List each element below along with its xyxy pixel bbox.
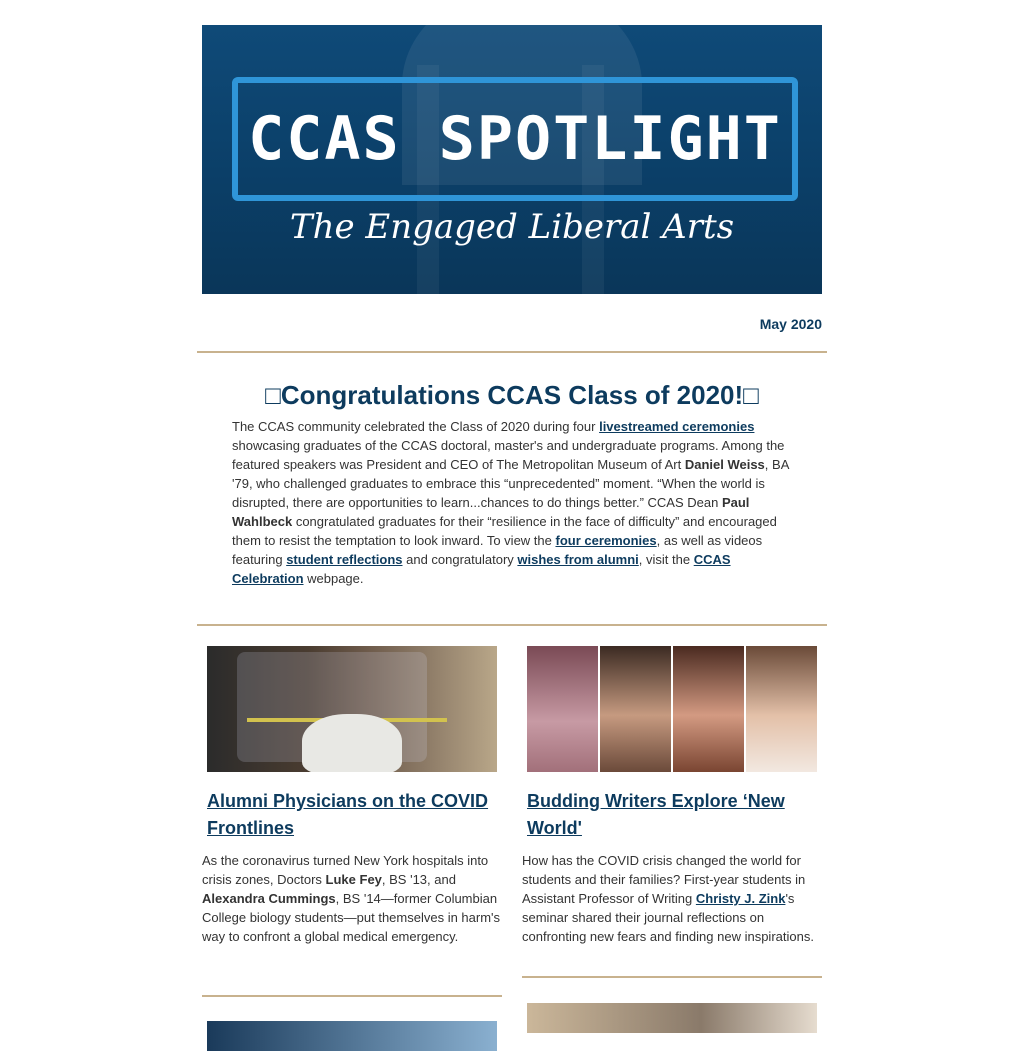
budding-writers-link[interactable]: Budding Writers Explore ‘New World'	[527, 791, 785, 838]
four-ceremonies-link[interactable]: four ceremonies	[555, 533, 657, 548]
student-portrait	[673, 646, 746, 772]
card-title	[207, 788, 507, 842]
banner-tagline: The Engaged Liberal Arts	[289, 207, 735, 247]
physician-photo[interactable]	[207, 646, 497, 772]
banner-title: CCAS SPOTLIGHT	[248, 104, 782, 174]
party-icon: □	[265, 380, 281, 410]
speaker-name: Daniel Weiss	[684, 457, 765, 472]
divider	[522, 976, 822, 978]
alumni-physicians-link[interactable]: Alumni Physicians on the COVID Frontlines	[207, 791, 489, 838]
divider	[197, 624, 827, 626]
wishes-from-alumni-link[interactable]: wishes from alumni	[517, 552, 639, 567]
doctor-name: Alexandra Cummings	[202, 891, 336, 906]
livestreamed-ceremonies-link[interactable]: livestreamed ceremonies	[599, 419, 755, 434]
issue-date: May 2020	[759, 316, 822, 332]
n95-mask	[302, 714, 402, 772]
card-title	[527, 788, 827, 842]
dean-name: Paul Wahlbeck	[232, 495, 750, 529]
student-portrait	[600, 646, 673, 772]
party-icon: □	[743, 380, 759, 410]
student-portrait	[746, 646, 817, 772]
student-portrait	[527, 646, 600, 772]
christy-zink-link[interactable]: Christy J. Zink	[695, 891, 786, 906]
card-body: As the coronavirus turned New York hospitals into crisis zones, Doctors Luke Fey, BS '13, and Alexandra Cummings, BS '14—former Columbian College biology students—put themselves in harm's way to confront a global medical emergency.	[202, 853, 501, 944]
feature-headline	[197, 380, 827, 411]
next-story-photo[interactable]	[207, 1021, 497, 1051]
card-body: How has the COVID crisis changed the world for students and their families? First-year students in Assistant Professor of Writing Christy J. Zink's seminar shared their journal reflections on confronting new fears and finding new inspirations.	[522, 853, 814, 944]
next-story-photo[interactable]	[527, 1003, 817, 1033]
divider	[202, 995, 502, 997]
student-writers-photo[interactable]	[527, 646, 817, 772]
header-banner	[202, 25, 822, 294]
feature-body: The CCAS community celebrated the Class of 2020 during four livestreamed ceremonies showcasing graduates of the CCAS doctoral, master's and undergraduate programs. Among the featured speakers was President and CEO of The Metropolitan Museum of Art Daniel Weiss, BA '79, who challenged graduates to embrace this “unprecedented” moment. “When the world is disrupted, there are opportunities to learn...chances to do things better.” CCAS Dean Paul Wahlbeck congratulated graduates for their “resilience in the face of difficulty” and encouraged them to resist the temptation to look inward. To view the four ceremonies, as well as videos featuring student reflections and congratulatory wishes from alumni, visit the CCAS Celebration webpage.	[232, 419, 789, 586]
student-reflections-link[interactable]: student reflections	[286, 552, 403, 567]
doctor-name: Luke Fey	[325, 872, 382, 887]
ccas-celebration-link[interactable]: CCAS Celebration	[232, 552, 731, 586]
divider	[197, 351, 827, 353]
feature-headline-text: Congratulations CCAS Class of 2020!	[280, 380, 744, 410]
